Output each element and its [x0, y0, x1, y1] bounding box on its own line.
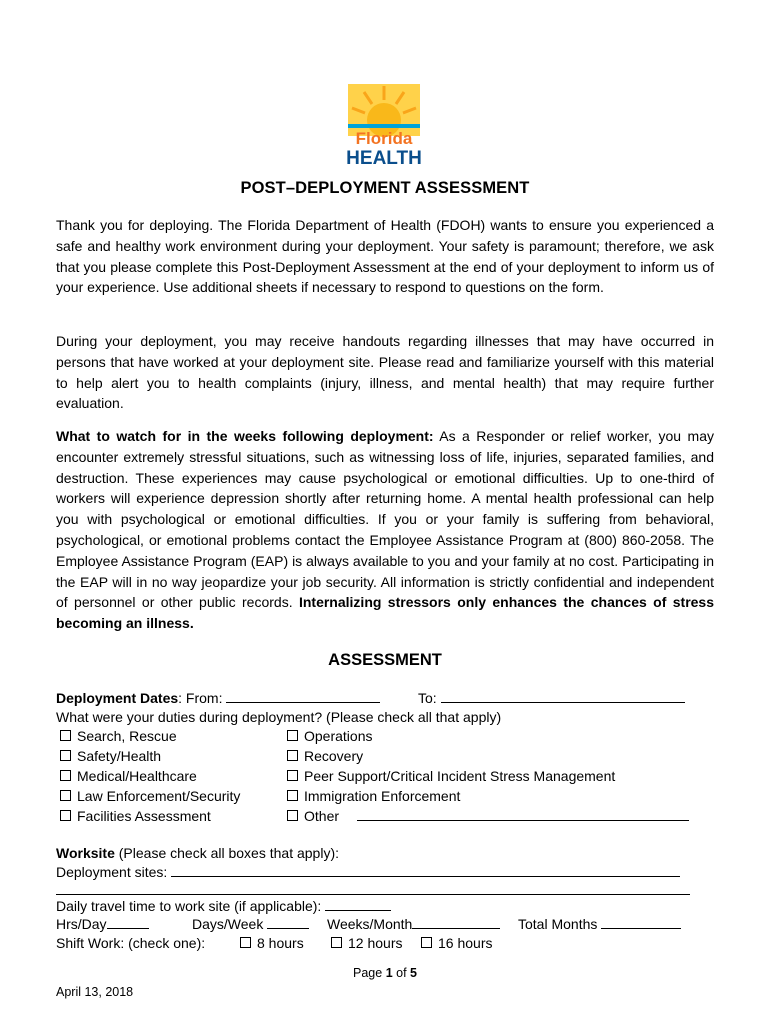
from-date-field[interactable]: [226, 689, 380, 703]
worksite-hint: (Please check all boxes that apply):: [114, 845, 339, 861]
travel-row: [56, 896, 391, 916]
assessment-title: ASSESSMENT: [328, 651, 442, 669]
intro-paragraph-3: [56, 426, 714, 634]
duty-label: Other: [304, 808, 340, 824]
duty-label: Peer Support/Critical Incident Stress Management: [304, 768, 616, 784]
total-months-label: Total Months: [518, 916, 598, 932]
shift-option-12[interactable]: [331, 933, 402, 953]
duty-option-recovery[interactable]: [287, 746, 363, 766]
duty-label: Safety/Health: [77, 748, 162, 764]
duty-label: Recovery: [304, 748, 364, 764]
deployment-sites-label: Deployment sites:: [56, 864, 168, 880]
duty-label: Immigration Enforcement: [304, 788, 461, 804]
worksite-heading: [56, 843, 339, 863]
logo-text-health: HEALTH: [346, 148, 422, 169]
page-current: 1: [385, 966, 393, 980]
duty-option-safety-health[interactable]: [60, 746, 161, 766]
checkbox[interactable]: [60, 810, 71, 821]
shift-label: 16 hours: [438, 935, 493, 951]
days-week-field[interactable]: [267, 915, 309, 929]
watch-heading: What to watch for in the weeks following deployment:: [56, 428, 434, 444]
to-label: To:: [418, 690, 437, 706]
worksite-label: Worksite: [56, 845, 115, 861]
page-total: 5: [410, 966, 417, 980]
intro-paragraph-2: During your deployment, you may receive handouts regarding illnesses that may have occurred in persons that have worked at your deployment site. Please read and familiarize yourself with this material to help alert you to health complaints (injury, illness, and mental health) that may require further evaluation.: [56, 333, 714, 412]
duty-option-medical[interactable]: [60, 766, 197, 786]
shift-label: 12 hours: [348, 935, 403, 951]
checkbox[interactable]: [60, 770, 71, 781]
weeks-month-label: Weeks/Month: [327, 916, 413, 932]
duty-option-law-enforcement[interactable]: [60, 786, 240, 806]
duty-option-other[interactable]: [287, 806, 689, 826]
days-week-group: [192, 914, 309, 934]
travel-time-field[interactable]: [325, 897, 391, 911]
duty-option-peer-support[interactable]: [287, 766, 615, 786]
checkbox[interactable]: [287, 810, 298, 821]
logo-text-florida: Florida: [355, 129, 413, 148]
checkbox[interactable]: [240, 937, 251, 948]
from-label: : From:: [178, 690, 223, 706]
to-date-field[interactable]: [441, 689, 685, 703]
duties-question: What were your duties during deployment? (Please check all that apply): [56, 709, 502, 725]
page-of: of: [392, 966, 411, 980]
shift-option-16[interactable]: [421, 933, 492, 953]
florida-health-logo-graphic: [344, 80, 424, 170]
hrs-day-field[interactable]: [107, 915, 149, 929]
hrs-day-group: [56, 914, 149, 934]
days-week-label: Days/Week: [192, 916, 264, 932]
deployment-sites-field[interactable]: [171, 863, 680, 877]
shift-option-8[interactable]: [240, 933, 304, 953]
travel-label: Daily travel time to work site (if applicable):: [56, 898, 322, 914]
weeks-month-group: [327, 914, 500, 934]
deployment-sites-field-2[interactable]: [56, 881, 690, 895]
checkbox[interactable]: [331, 937, 342, 948]
checkbox[interactable]: [287, 770, 298, 781]
total-months-field[interactable]: [601, 915, 681, 929]
page-title: POST–DEPLOYMENT ASSESSMENT: [240, 179, 530, 197]
footer-date: April 13, 2018: [56, 985, 134, 999]
deployment-sites-row: [56, 862, 680, 882]
watch-emphasis: Internalizing stressors only enhances the chances of stress becoming an illness.: [56, 594, 714, 632]
duty-option-facilities[interactable]: [60, 806, 211, 826]
checkbox[interactable]: [60, 750, 71, 761]
checkbox[interactable]: [287, 790, 298, 801]
duty-option-operations[interactable]: [287, 726, 372, 746]
checkbox[interactable]: [60, 790, 71, 801]
weeks-month-field[interactable]: [412, 915, 500, 929]
intro-paragraph-1: Thank you for deploying. The Florida Department of Health (FDOH) wants to ensure you experienced a safe and healthy work environment during your deployment. Your safety is paramount; therefore, we ask that you please complete this Post-Deployment Assessment at the end of your deployment to inform us of your experience. Use additional sheets if necessary to respond to questions on the form.: [56, 217, 714, 296]
checkbox[interactable]: [421, 937, 432, 948]
duty-option-immigration[interactable]: [287, 786, 460, 806]
checkbox[interactable]: [287, 750, 298, 761]
duty-option-search-rescue[interactable]: [60, 726, 177, 746]
duty-label: Search, Rescue: [77, 728, 177, 744]
to-date-row: [418, 688, 685, 708]
checkbox[interactable]: [60, 730, 71, 741]
duty-label: Medical/Healthcare: [77, 768, 197, 784]
page-prefix: Page: [353, 966, 386, 980]
other-duty-field[interactable]: [357, 807, 689, 821]
duty-label: Facilities Assessment: [77, 808, 211, 824]
duty-label: Law Enforcement/Security: [77, 788, 241, 804]
watch-body: As a Responder or relief worker, you may encounter extremely stressful situations, such as witnessing loss of life, injuries, separated families, and destruction. These experiences may cause psychological or emotional difficulties. Up to one-third of workers will experience depression shortly after returning home. A mental health professional can help you with psychological or emotional difficulties. If you or your family is suffering from behavioral, psychological, or emotional problems contact the Employee Assistance Program at (800) 860-2058. The Employee Assistance Program (EAP) is always available to you and your family at no cost. Participating in the EAP will in no way jeopardize your job security. All information is strictly confidential and independent of personnel or other public records.: [56, 428, 714, 611]
deployment-dates-row: [56, 688, 380, 708]
duty-label: Operations: [304, 728, 373, 744]
deployment-dates-label: Deployment Dates: [56, 690, 179, 706]
checkbox[interactable]: [287, 730, 298, 741]
shift-work-label: Shift Work: (check one):: [56, 935, 206, 951]
shift-label: 8 hours: [257, 935, 304, 951]
hrs-day-label: Hrs/Day: [56, 916, 107, 932]
total-months-group: [518, 914, 681, 934]
page-number: [0, 966, 770, 980]
florida-health-logo: [344, 80, 424, 170]
